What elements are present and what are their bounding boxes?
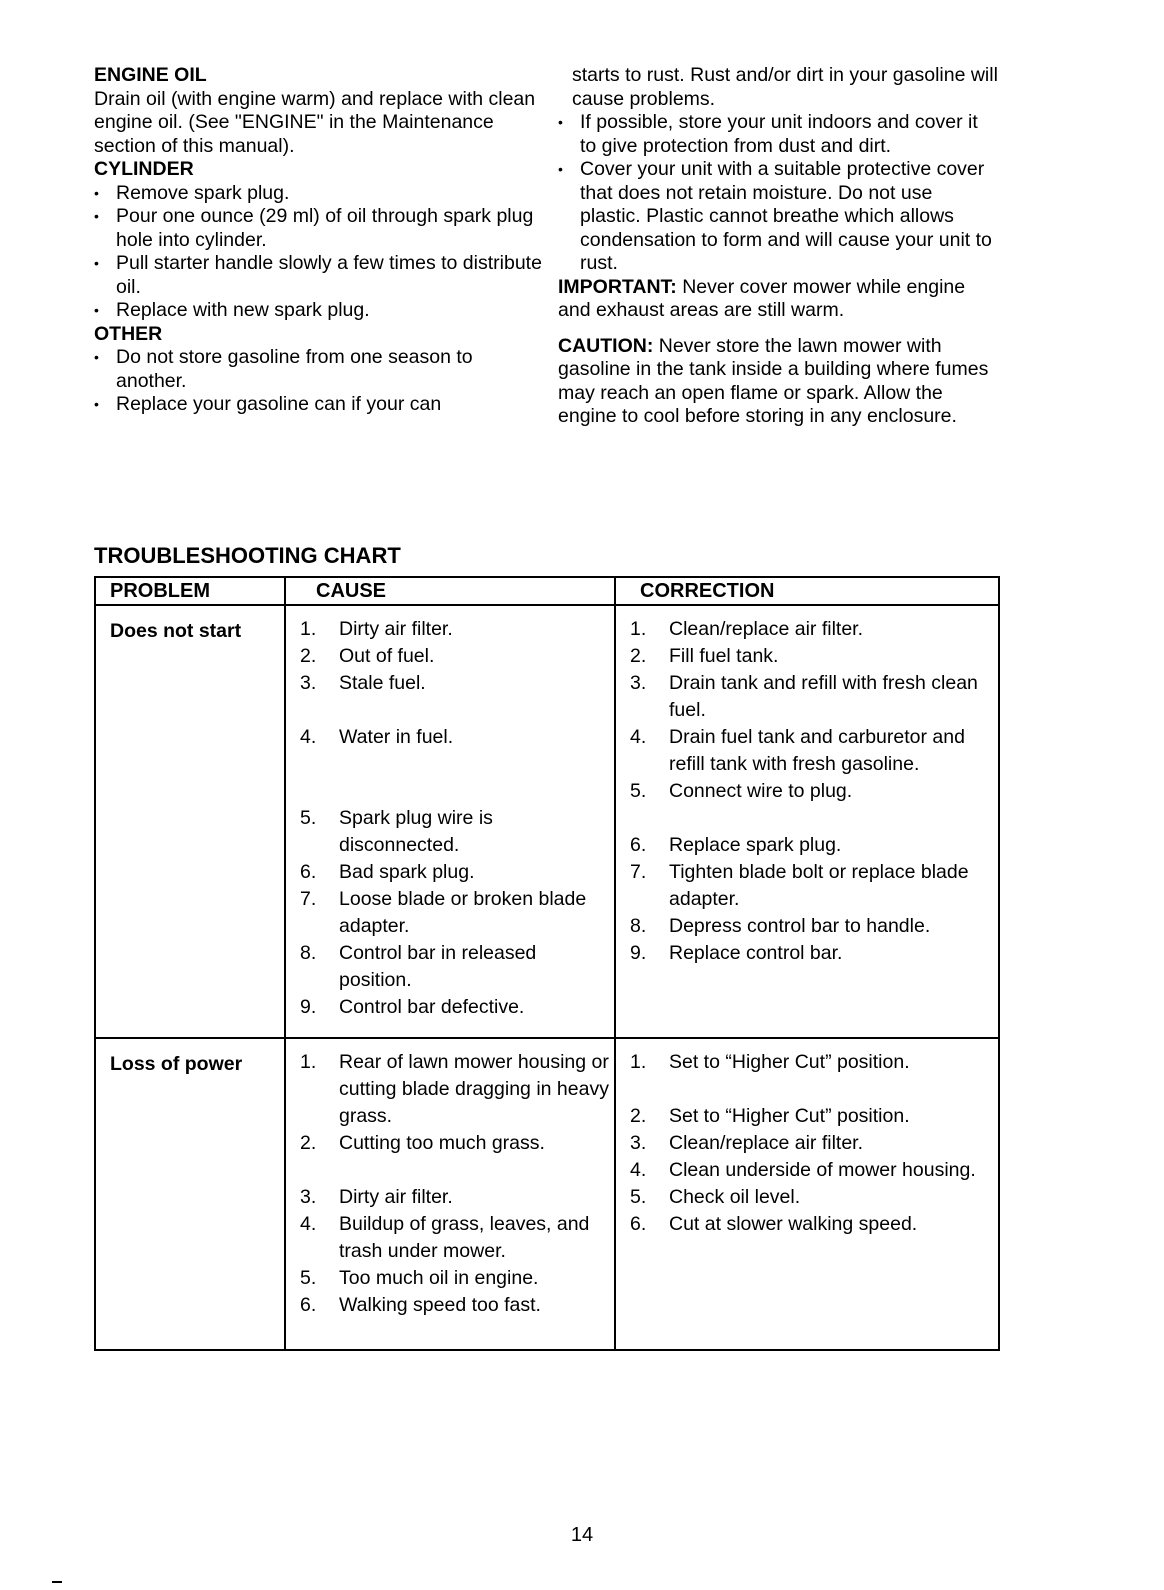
- continued-text: starts to rust. Rust and/or dirt in your gasoline will cause problems.: [572, 64, 998, 110]
- list-item: • Pull starter handle slowly a few times to distribute oil.: [94, 252, 544, 299]
- problem-cell: Loss of power: [95, 1038, 285, 1350]
- list-item: 6. Bad spark plug.: [300, 861, 475, 883]
- list-item: 5. Too much oil in engine.: [300, 1267, 539, 1289]
- left-column: [94, 64, 544, 417]
- list-item: 3. Stale fuel.: [300, 672, 426, 694]
- engine-oil-text: Drain oil (with engine warm) and replace with clean engine oil. (See "ENGINE" in the Maintenance section of this manual).: [94, 87, 536, 157]
- caution-text: Never store the lawn mower with gasoline in the tank inside a building where fumes may reach an open flame or spark. Allow the engine to cool before storing in any enclosure.: [558, 334, 989, 427]
- engine-oil-heading: ENGINE OIL: [94, 64, 207, 86]
- list-item: • Remove spark plug.: [94, 182, 544, 206]
- list-item: 2. Set to “Higher Cut” position.: [630, 1105, 910, 1127]
- chart-title: TROUBLESHOOTING CHART: [94, 543, 401, 568]
- other-list: [94, 346, 544, 417]
- list-item: • Pour one ounce (29 ml) of oil through spark plug hole into cylinder.: [94, 205, 544, 252]
- list-item: 6. Replace spark plug.: [630, 834, 842, 856]
- list-item: • Replace with new spark plug.: [94, 299, 544, 323]
- list-item: 3. Dirty air filter.: [300, 1186, 453, 1208]
- list-item: • Do not store gasoline from one season to another.: [94, 346, 544, 393]
- cylinder-list: [94, 182, 544, 323]
- list-item: 1. Clean/replace air filter.: [630, 618, 864, 640]
- list-item: 4. Buildup of grass, leaves, and trash under mower.: [300, 1213, 590, 1262]
- table-row: [95, 1038, 999, 1350]
- list-item: 3. Drain tank and refill with fresh clean fuel.: [630, 672, 978, 721]
- page-number: 14: [570, 1524, 594, 1546]
- troubleshooting-table: [94, 576, 1000, 1351]
- caution-note: [558, 335, 998, 429]
- table-header-row: [95, 577, 999, 605]
- important-note: [558, 276, 998, 323]
- list-item: 1. Set to “Higher Cut” position.: [630, 1051, 910, 1073]
- table-row: [95, 605, 999, 1038]
- cause-header: CAUSE: [285, 577, 615, 605]
- list-item: • Replace your gasoline can if your can: [94, 393, 544, 417]
- list-item: • Cover your unit with a suitable protective cover that does not retain moisture. Do not use plastic. Plastic cannot breathe which allows condensation to form and will cause your unit to rust.: [558, 158, 998, 276]
- list-item: 9. Control bar defective.: [300, 996, 525, 1018]
- list-item: 6. Cut at slower walking speed.: [630, 1213, 918, 1235]
- list-item: 4. Clean underside of mower housing.: [630, 1159, 976, 1181]
- problem-cell: Does not start: [95, 605, 285, 1038]
- list-item: 4. Water in fuel.: [300, 726, 454, 748]
- list-item: 3. Clean/replace air filter.: [630, 1132, 864, 1154]
- important-label: IMPORTANT:: [558, 275, 677, 298]
- list-item: 6. Walking speed too fast.: [300, 1294, 541, 1316]
- scan-edge-mark: [52, 1581, 62, 1583]
- list-item: 7. Loose blade or broken blade adapter.: [300, 888, 587, 937]
- list-item: 8. Depress control bar to handle.: [630, 915, 931, 937]
- other-heading: OTHER: [94, 322, 163, 345]
- right-column: [558, 64, 998, 429]
- list-item: 5. Connect wire to plug.: [630, 780, 853, 802]
- list-item: 5. Check oil level.: [630, 1186, 801, 1208]
- list-item: 5. Spark plug wire is disconnected.: [300, 807, 493, 856]
- correction-cell: [615, 605, 999, 1038]
- list-item: 1. Rear of lawn mower housing or cutting blade dragging in heavy grass.: [300, 1051, 609, 1127]
- correction-cell: [615, 1038, 999, 1350]
- important-text: Never cover mower while engine and exhaust areas are still warm.: [558, 275, 966, 321]
- list-item: 7. Tighten blade bolt or replace blade adapter.: [630, 861, 969, 910]
- cause-cell: [285, 1038, 615, 1350]
- cause-cell: [285, 605, 615, 1038]
- list-item: 9. Replace control bar.: [630, 942, 843, 964]
- list-item: 2. Cutting too much grass.: [300, 1132, 545, 1154]
- list-item: • If possible, store your unit indoors and cover it to give protection from dust and dirt.: [558, 111, 998, 158]
- correction-header: CORRECTION: [615, 577, 999, 605]
- problem-header: PROBLEM: [95, 577, 285, 605]
- list-item: 4. Drain fuel tank and carburetor and refill tank with fresh gasoline.: [630, 726, 965, 775]
- list-item: 2. Out of fuel.: [300, 645, 435, 667]
- list-item: 2. Fill fuel tank.: [630, 645, 779, 667]
- storage-list: [558, 111, 998, 276]
- caution-label: CAUTION:: [558, 334, 654, 357]
- list-item: 8. Control bar in released position.: [300, 942, 537, 991]
- cylinder-heading: CYLINDER: [94, 158, 194, 180]
- list-item: 1. Dirty air filter.: [300, 618, 453, 640]
